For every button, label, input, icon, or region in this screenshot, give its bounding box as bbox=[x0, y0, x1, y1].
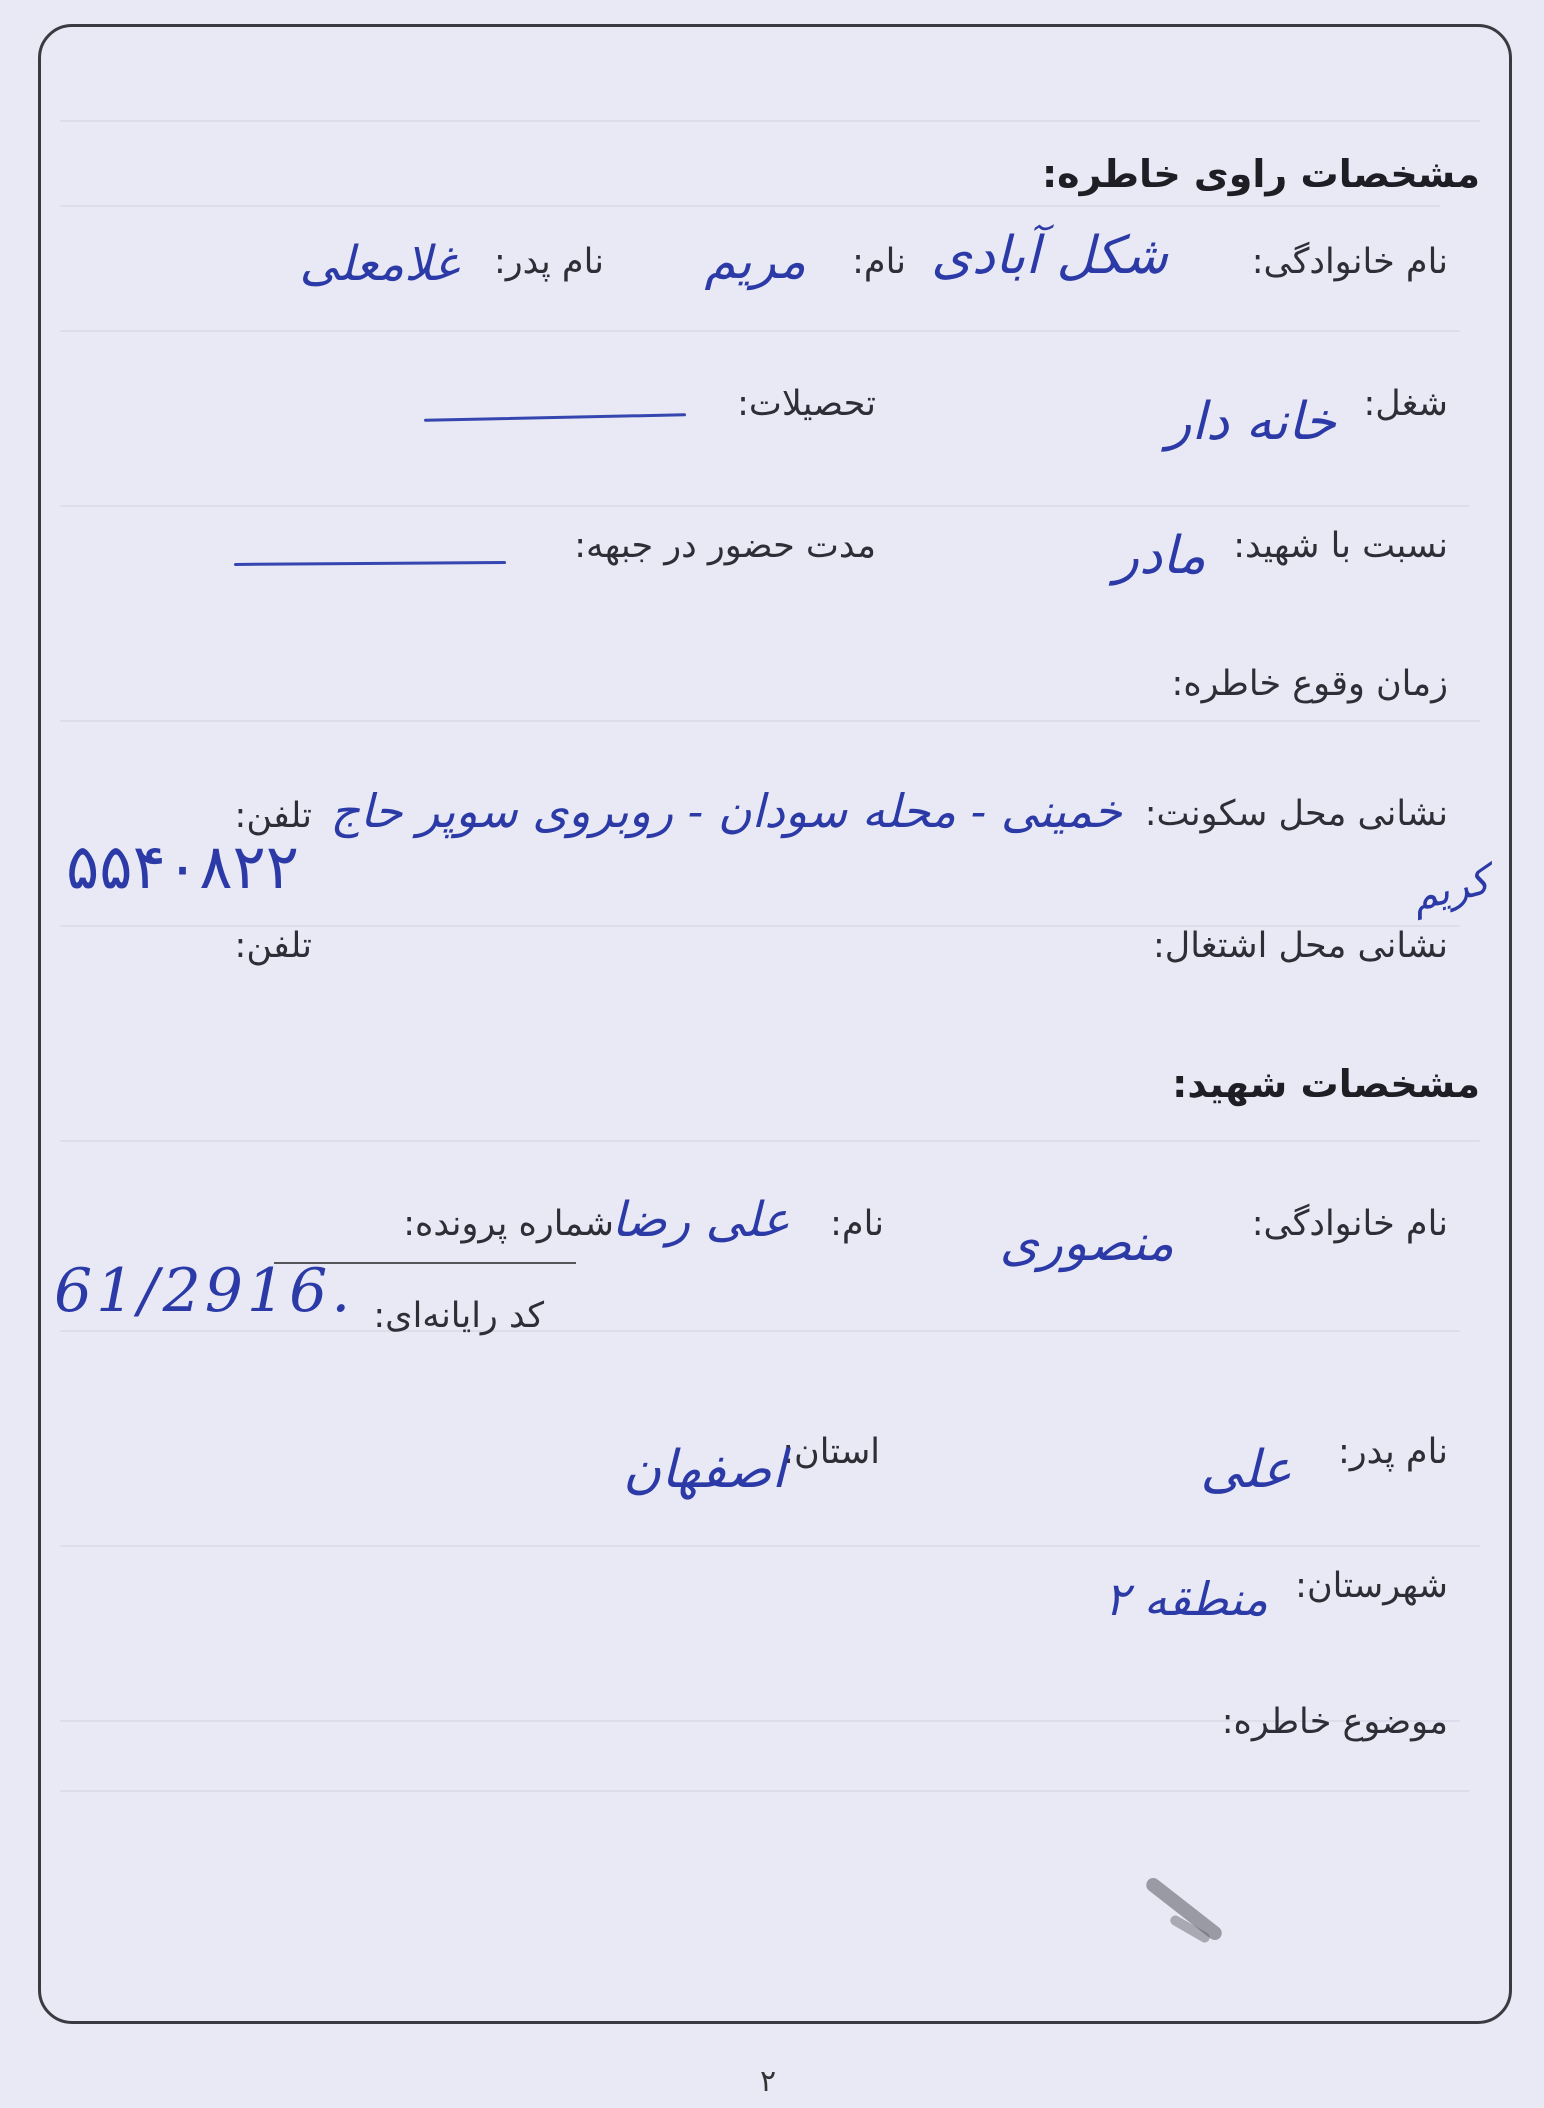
narrator-relation-label: نسبت با شهید: bbox=[1233, 526, 1448, 566]
narrator-father-name-value: غلامعلی bbox=[299, 236, 458, 292]
residence-phone-value: ۵۵۴۰۸۲۲ bbox=[66, 830, 300, 903]
narrator-family-name-value: شکل آبادی bbox=[931, 226, 1168, 286]
work-phone-label: تلفن: bbox=[234, 926, 312, 966]
martyr-section-heading: مشخصات شهید: bbox=[1172, 1062, 1480, 1106]
narrator-education-label: تحصیلات: bbox=[737, 384, 876, 424]
narrator-relation-value: مادر bbox=[1114, 526, 1206, 586]
computer-code-value: 61/2916. bbox=[54, 1256, 355, 1326]
narrator-residence-value: خمینی - محله سودان - روبروی سوپر حاج bbox=[330, 784, 1122, 838]
narrator-work-address-label: نشانی محل اشتغال: bbox=[1152, 926, 1448, 966]
memory-subject-label: موضوع خاطره: bbox=[1221, 1702, 1448, 1742]
page-number: ۲ bbox=[760, 2064, 777, 2099]
narrator-front-duration-label: مدت حضور در جبهه: bbox=[574, 526, 876, 566]
narrator-occupation-value: خانه دار bbox=[1166, 392, 1336, 452]
martyr-family-name-label: نام خانوادگی: bbox=[1251, 1204, 1448, 1244]
residence-phone-label: تلفن: bbox=[234, 796, 312, 836]
narrator-residence-label: نشانی محل سکونت: bbox=[1144, 794, 1448, 834]
narrator-first-name-value: مریم bbox=[704, 232, 806, 290]
narrator-occupation-label: شغل: bbox=[1363, 384, 1448, 424]
narrator-family-name-label: نام خانوادگی: bbox=[1251, 242, 1448, 282]
city-value: منطقه ۲ bbox=[1104, 1572, 1268, 1626]
narrator-residence-extra: کریم bbox=[1406, 857, 1495, 921]
martyr-family-name-value: منصوری bbox=[999, 1214, 1174, 1272]
city-label: شهرستان: bbox=[1295, 1566, 1448, 1606]
narrator-father-name-label: نام پدر: bbox=[493, 242, 604, 282]
narrator-first-name-label: نام: bbox=[852, 242, 906, 282]
file-number-label: شماره پرونده: bbox=[403, 1204, 614, 1244]
province-label: استان: bbox=[782, 1432, 880, 1472]
computer-code-label: کد رایانه‌ای: bbox=[373, 1296, 544, 1336]
narrator-memory-time-label: زمان وقوع خاطره: bbox=[1171, 664, 1448, 704]
narrator-section-heading: مشخصات راوی خاطره: bbox=[1041, 152, 1480, 196]
martyr-father-name-label: نام پدر: bbox=[1337, 1432, 1448, 1472]
province-value: اصفهان bbox=[623, 1440, 786, 1500]
martyr-first-name-value: علی رضا bbox=[611, 1192, 790, 1248]
martyr-father-name-value: علی bbox=[1200, 1440, 1292, 1500]
martyr-first-name-label: نام: bbox=[830, 1204, 884, 1244]
